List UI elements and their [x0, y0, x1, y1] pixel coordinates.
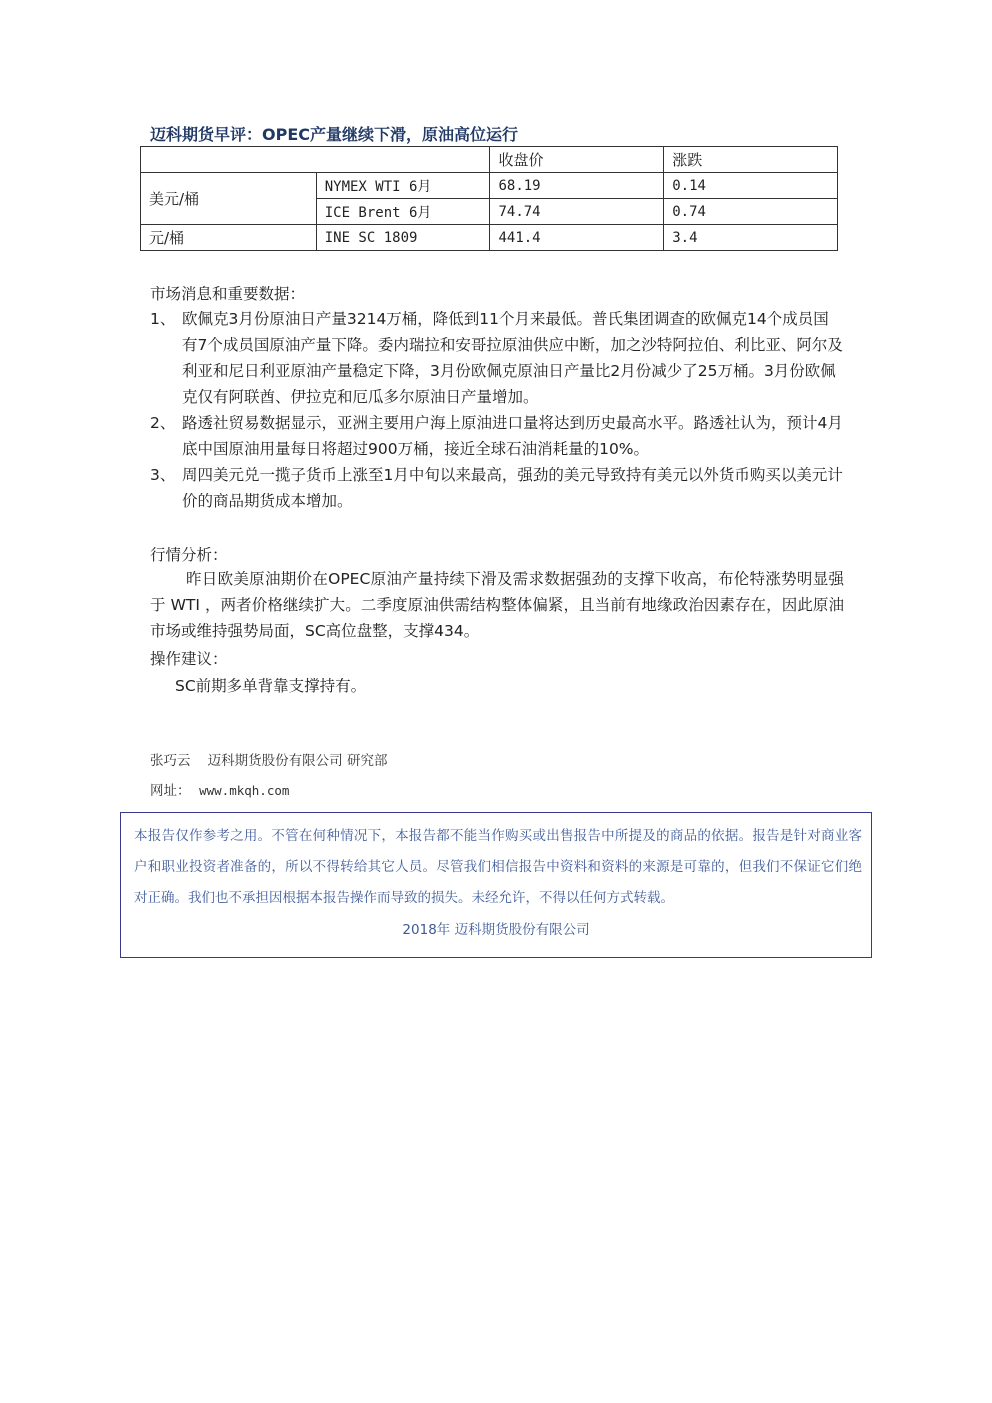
change-cell: 3.4: [664, 225, 838, 251]
website-link[interactable]: www.mkqh.com: [199, 783, 290, 798]
contract-cell: NYMEX WTI 6月: [316, 173, 490, 199]
table-header-close: 收盘价: [490, 147, 664, 173]
analysis-paragraph: 昨日欧美原油期价在OPEC原油产量持续下滑及需求数据强劲的支撑下收高，布伦特涨势明显强于 WTI ，两者价格继续扩大。二季度原油供需结构整体偏紧，且当前有地缘政治因素存在，因此原油市场或维持强势局面，SC高位盘整，支撑434。: [150, 570, 844, 640]
change-cell: 0.74: [664, 199, 838, 225]
website-line: [150, 779, 289, 799]
quotes-table: [140, 146, 838, 251]
list-number: 3、: [150, 466, 176, 484]
table-header-change: 涨跌: [664, 147, 838, 173]
unit-cell: 美元/桶: [141, 173, 317, 225]
table-header-blank: [141, 147, 490, 173]
table-row: [141, 173, 838, 199]
list-item: [150, 462, 844, 514]
website-label: 网址：: [150, 783, 191, 799]
close-cell: 68.19: [490, 173, 664, 199]
copyright-line: 2018年 迈科期货股份有限公司: [402, 922, 590, 938]
unit-cell: 元/桶: [141, 225, 317, 251]
report-title: 迈科期货早评：OPEC产量继续下滑，原油高位运行: [150, 125, 519, 144]
list-item: [150, 410, 844, 462]
list-item-text: 欧佩克3月份原油日产量3214万桶，降低到11个月来最低。普氏集团调查的欧佩克14个成员国有7个成员国原油产量下降。委内瑞拉和安哥拉原油供应中断，加之沙特阿拉伯、利比亚、阿尔及利亚和尼日利亚原油产量稳定下降，3月份欧佩克原油日产量比2月份减少了25万桶。3月份欧佩克仅有阿联酋、伊拉克和厄瓜多尔原油日产量增加。: [182, 310, 843, 406]
close-cell: 74.74: [490, 199, 664, 225]
table-row: [141, 225, 838, 251]
company-name: 迈科期货股份有限公司 研究部: [207, 753, 388, 769]
list-item-text: 路透社贸易数据显示，亚洲主要用户海上原油进口量将达到历史最高水平。路透社认为，预计4月底中国原油用量每日将超过900万桶，接近全球石油消耗量的10%。: [182, 414, 843, 458]
advice-text: SC前期多单背靠支撑持有。: [175, 677, 367, 695]
news-heading: 市场消息和重要数据：: [150, 285, 306, 303]
change-cell: 0.14: [664, 173, 838, 199]
list-number: 2、: [150, 414, 176, 432]
news-list: [150, 306, 844, 514]
list-number: 1、: [150, 310, 176, 328]
contract-cell: ICE Brent 6月: [316, 199, 490, 225]
analysis-heading: 行情分析：: [150, 546, 228, 564]
table-header-row: [141, 147, 838, 173]
list-item: [150, 306, 844, 410]
advice-heading: 操作建议：: [150, 650, 228, 668]
signature-line: [150, 749, 387, 769]
author-name: 张巧云: [150, 753, 191, 769]
disclaimer-box: [120, 812, 872, 958]
disclaimer-text: 本报告仅作参考之用。不管在何种情况下，本报告都不能当作购买或出售报告中所提及的商品的依据。报告是针对商业客户和职业投资者准备的，所以不得转给其它人员。尽管我们相信报告中资料和资料的来源是可靠的，但我们不保证它们绝对正确。我们也不承担因根据本报告操作而导致的损失。未经允许，不得以任何方式转载。: [134, 828, 862, 906]
contract-cell: INE SC 1809: [316, 225, 490, 251]
close-cell: 441.4: [490, 225, 664, 251]
list-item-text: 周四美元兑一揽子货币上涨至1月中旬以来最高，强劲的美元导致持有美元以外货币购买以美元计价的商品期货成本增加。: [182, 466, 843, 510]
